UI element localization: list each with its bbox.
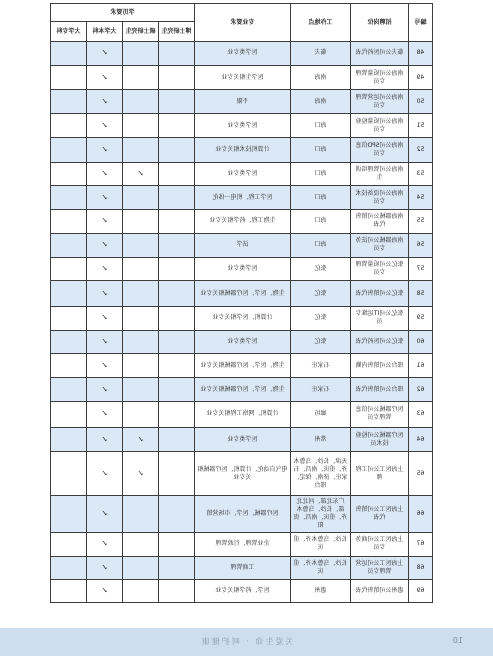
- cell-position: 南海公司质量检验专员: [351, 114, 409, 138]
- cell-bachelor: ✓: [87, 42, 123, 66]
- cell-bachelor: ✓: [87, 580, 123, 603]
- cell-college: [50, 556, 86, 580]
- cell-major: 医学类专业: [195, 330, 291, 354]
- header-master: 硕士研究生: [123, 22, 159, 42]
- cell-phd: [159, 42, 195, 66]
- table-row: [50, 90, 432, 114]
- table-row: [50, 137, 432, 162]
- cell-phd: [159, 90, 195, 114]
- table-row: [50, 330, 432, 354]
- cell-major: 工商管理: [195, 556, 291, 580]
- table-row: [50, 427, 432, 452]
- cell-major: 电气自动化、计算机、医疗器械相关专业: [195, 452, 291, 495]
- cell-position: 上海医工公司运营管理专员: [351, 556, 409, 580]
- cell-phd: [159, 427, 195, 452]
- cell-bachelor: ✓: [87, 186, 123, 210]
- cell-phd: [159, 401, 195, 427]
- cell-major: 生物、医学、医疗器械相关专业: [195, 378, 291, 402]
- cell-major: 法学: [195, 233, 291, 257]
- cell-phd: [159, 580, 195, 603]
- cell-no: 66: [409, 495, 433, 532]
- cell-major: 医学类专业: [195, 114, 291, 138]
- cell-no: 68: [409, 556, 433, 580]
- cell-master: [123, 114, 159, 138]
- cell-bachelor: ✓: [87, 210, 123, 234]
- header-education: 学历要求: [50, 4, 194, 22]
- cell-no: 61: [409, 354, 433, 378]
- cell-master: [123, 281, 159, 307]
- cell-master: [123, 65, 159, 90]
- cell-position: 张亿公司IT运维专员: [351, 307, 409, 331]
- cell-no: 59: [409, 307, 433, 331]
- cell-no: 67: [409, 532, 433, 556]
- cell-master: [123, 580, 159, 603]
- cell-master: [123, 378, 159, 402]
- cell-bachelor: ✓: [87, 233, 123, 257]
- cell-bachelor: ✓: [87, 378, 123, 402]
- cell-college: [50, 307, 86, 331]
- cell-college: [50, 354, 86, 378]
- header-number: 编号: [409, 4, 433, 42]
- cell-phd: [159, 114, 195, 138]
- cell-location: 石家庄: [291, 354, 351, 378]
- cell-no: 69: [409, 580, 433, 603]
- cell-college: [50, 427, 86, 452]
- cell-college: [50, 580, 86, 603]
- cell-master: [123, 257, 159, 281]
- cell-phd: [159, 307, 195, 331]
- cell-college: [50, 233, 86, 257]
- cell-master: [123, 90, 159, 114]
- cell-bachelor: ✓: [87, 281, 123, 307]
- cell-no: 53: [409, 162, 433, 186]
- cell-location: 长沙、乌鲁木齐、重庆: [291, 532, 351, 556]
- cell-no: 50: [409, 90, 433, 114]
- cell-major: 计算机、网络工程相关专业: [195, 401, 291, 427]
- cell-college: [50, 378, 86, 402]
- cell-no: 56: [409, 233, 433, 257]
- cell-major: 生物、医学、医疗器械相关专业: [195, 281, 291, 307]
- cell-bachelor: ✓: [87, 532, 123, 556]
- table-row: [50, 233, 432, 257]
- cell-location: 石家庄: [291, 378, 351, 402]
- table-row: [50, 401, 432, 427]
- cell-major: 生物工程、药学相关专业: [195, 210, 291, 234]
- cell-master: [123, 210, 159, 234]
- cell-master: [123, 42, 159, 66]
- header-major: 专业要求: [195, 4, 291, 42]
- cell-position: 南海公司质量管理专员: [351, 65, 409, 90]
- cell-phd: [159, 452, 195, 495]
- cell-location: 海口: [291, 137, 351, 162]
- table-header: [50, 4, 432, 42]
- cell-master: [123, 186, 159, 210]
- cell-location: 南海: [291, 65, 351, 90]
- cell-no: 63: [409, 401, 433, 427]
- cell-master: [123, 307, 159, 331]
- cell-position: 南海公司SPD信息专员: [351, 137, 409, 162]
- cell-no: 58: [409, 281, 433, 307]
- cell-no: 54: [409, 186, 433, 210]
- cell-position: 邢台公司销售代表: [351, 378, 409, 402]
- table-row: [50, 378, 432, 402]
- cell-no: 65: [409, 452, 433, 495]
- cell-position: 南海器械公司法务专员: [351, 233, 409, 257]
- cell-no: 64: [409, 427, 433, 452]
- cell-bachelor: ✓: [87, 137, 123, 162]
- cell-bachelor: ✓: [87, 556, 123, 580]
- cell-phd: [159, 330, 195, 354]
- cell-phd: [159, 233, 195, 257]
- recruitment-table: [50, 3, 433, 603]
- cell-master: [123, 532, 159, 556]
- cell-location: 张亿: [291, 281, 351, 307]
- cell-no: 62: [409, 378, 433, 402]
- cell-major: 医学类专业: [195, 427, 291, 452]
- cell-location: 海口: [291, 162, 351, 186]
- cell-phd: [159, 532, 195, 556]
- cell-master: ✓: [123, 452, 159, 495]
- cell-bachelor: ✓: [87, 257, 123, 281]
- cell-location: 长沙、乌鲁木齐、重庆: [291, 556, 351, 580]
- cell-college: [50, 90, 86, 114]
- cell-phd: [159, 186, 195, 210]
- cell-college: [50, 401, 86, 427]
- header-location: 工作地点: [291, 4, 351, 42]
- cell-position: 临夫公司医药代表: [351, 42, 409, 66]
- cell-phd: [159, 65, 195, 90]
- cell-phd: [159, 495, 195, 532]
- cell-major: 医学、药学相关专业: [195, 580, 291, 603]
- table-row: [50, 532, 432, 556]
- cell-position: 南海公司管理培训生: [351, 162, 409, 186]
- cell-position: 张亿公司质量管理专员: [351, 257, 409, 281]
- cell-master: [123, 330, 159, 354]
- cell-phd: [159, 556, 195, 580]
- cell-location: 常州: [291, 427, 351, 452]
- cell-major: 计算机、医学相关专业: [195, 307, 291, 331]
- header-bachelor: 大学本科: [87, 22, 123, 42]
- cell-phd: [159, 210, 195, 234]
- cell-college: [50, 65, 86, 90]
- cell-bachelor: ✓: [87, 452, 123, 495]
- cell-bachelor: ✓: [87, 401, 123, 427]
- table-row: [50, 495, 432, 532]
- cell-position: 医疗器械公司信息管理专员: [351, 401, 409, 427]
- cell-major: 医学工程、机电一体化: [195, 186, 291, 210]
- cell-position: 医疗器械公司检验技术员: [351, 427, 409, 452]
- cell-phd: [159, 162, 195, 186]
- page-footer: [0, 628, 493, 656]
- cell-bachelor: ✓: [87, 354, 123, 378]
- cell-major: 不限: [195, 90, 291, 114]
- cell-no: 55: [409, 210, 433, 234]
- cell-location: 张亿: [291, 330, 351, 354]
- cell-master: [123, 401, 159, 427]
- table-row: [50, 186, 432, 210]
- cell-position: 惠州公司销售代表: [351, 580, 409, 603]
- cell-location: 海口: [291, 233, 351, 257]
- footer-slogan: 关爱生命 · 呵护健康: [199, 637, 294, 646]
- cell-bachelor: ✓: [87, 330, 123, 354]
- cell-position: 上海医工公司商务专员: [351, 532, 409, 556]
- page-number: 10: [452, 636, 463, 645]
- table-row: [50, 42, 432, 66]
- cell-bachelor: ✓: [87, 495, 123, 532]
- cell-phd: [159, 137, 195, 162]
- cell-no: 48: [409, 42, 433, 66]
- table-row: [50, 210, 432, 234]
- cell-no: 52: [409, 137, 433, 162]
- cell-college: [50, 137, 86, 162]
- cell-location: 张亿: [291, 257, 351, 281]
- cell-location: 海口: [291, 114, 351, 138]
- table-row: [50, 65, 432, 90]
- cell-college: [50, 42, 86, 66]
- cell-position: 上海医工公司工程师: [351, 452, 409, 495]
- cell-no: 57: [409, 257, 433, 281]
- header-phd: 博士研究生: [159, 22, 195, 42]
- cell-master: [123, 233, 159, 257]
- cell-master: [123, 495, 159, 532]
- cell-location: 临夫: [291, 42, 351, 66]
- cell-major: 计算机技术相关专业: [195, 137, 291, 162]
- cell-bachelor: ✓: [87, 427, 123, 452]
- cell-college: [50, 186, 86, 210]
- cell-major: 医学生相关专业: [195, 65, 291, 90]
- cell-major: 医学类专业: [195, 257, 291, 281]
- cell-bachelor: ✓: [87, 114, 123, 138]
- table-row: [50, 307, 432, 331]
- cell-no: 49: [409, 65, 433, 90]
- cell-position: 张亿公司医药代表: [351, 330, 409, 354]
- cell-location: 张亿: [291, 307, 351, 331]
- table-row: [50, 281, 432, 307]
- cell-phd: [159, 257, 195, 281]
- cell-location: 天津、长沙、乌鲁木齐、重庆、南昌、石家庄、济南、保定、邢台: [291, 452, 351, 495]
- cell-college: [50, 162, 86, 186]
- table-row: [50, 354, 432, 378]
- cell-college: [50, 210, 86, 234]
- cell-bachelor: ✓: [87, 162, 123, 186]
- cell-position: 上海医工公司销售代表: [351, 495, 409, 532]
- cell-master: [123, 354, 159, 378]
- cell-master: ✓: [123, 427, 159, 452]
- cell-no: 51: [409, 114, 433, 138]
- cell-location: 海口: [291, 186, 351, 210]
- cell-phd: [159, 354, 195, 378]
- cell-major: 生物、医学、医疗器械相关专业: [195, 354, 291, 378]
- cell-position: 南海器械公司销售代表: [351, 210, 409, 234]
- cell-major: 医学类专业: [195, 162, 291, 186]
- cell-college: [50, 452, 86, 495]
- cell-bachelor: ✓: [87, 65, 123, 90]
- cell-major: 企业管理、行政管理: [195, 532, 291, 556]
- cell-position: 邢台公司销售内勤: [351, 354, 409, 378]
- cell-phd: [159, 281, 195, 307]
- cell-major: 医疗器械、医学、市场营销: [195, 495, 291, 532]
- table-row: [50, 257, 432, 281]
- cell-location: 惠州: [291, 580, 351, 603]
- cell-bachelor: ✓: [87, 90, 123, 114]
- header-college: 大学专科: [50, 22, 86, 42]
- cell-college: [50, 495, 86, 532]
- cell-major: 医学类专业: [195, 42, 291, 66]
- table-row: [50, 114, 432, 138]
- cell-master: ✓: [123, 162, 159, 186]
- cell-location: 海口: [291, 210, 351, 234]
- cell-position: 张亿公司销售代表: [351, 281, 409, 307]
- cell-location: 广东北部、河北北部、长沙、乌鲁木齐、重庆、南昌、贵阳: [291, 495, 351, 532]
- cell-location: 廊坊: [291, 401, 351, 427]
- cell-college: [50, 257, 86, 281]
- cell-college: [50, 330, 86, 354]
- cell-position: 南海公司设备技术专员: [351, 186, 409, 210]
- table-row: [50, 580, 432, 603]
- table-body: [50, 42, 432, 603]
- header-position: 招聘岗位: [351, 4, 409, 42]
- cell-location: 南海: [291, 90, 351, 114]
- table-row: [50, 556, 432, 580]
- cell-master: [123, 556, 159, 580]
- cell-bachelor: ✓: [87, 307, 123, 331]
- cell-phd: [159, 378, 195, 402]
- cell-master: [123, 137, 159, 162]
- table-row: [50, 452, 432, 495]
- cell-college: [50, 532, 86, 556]
- cell-position: 南海公司运营管理专员: [351, 90, 409, 114]
- table-row: [50, 162, 432, 186]
- cell-college: [50, 114, 86, 138]
- cell-no: 60: [409, 330, 433, 354]
- cell-college: [50, 281, 86, 307]
